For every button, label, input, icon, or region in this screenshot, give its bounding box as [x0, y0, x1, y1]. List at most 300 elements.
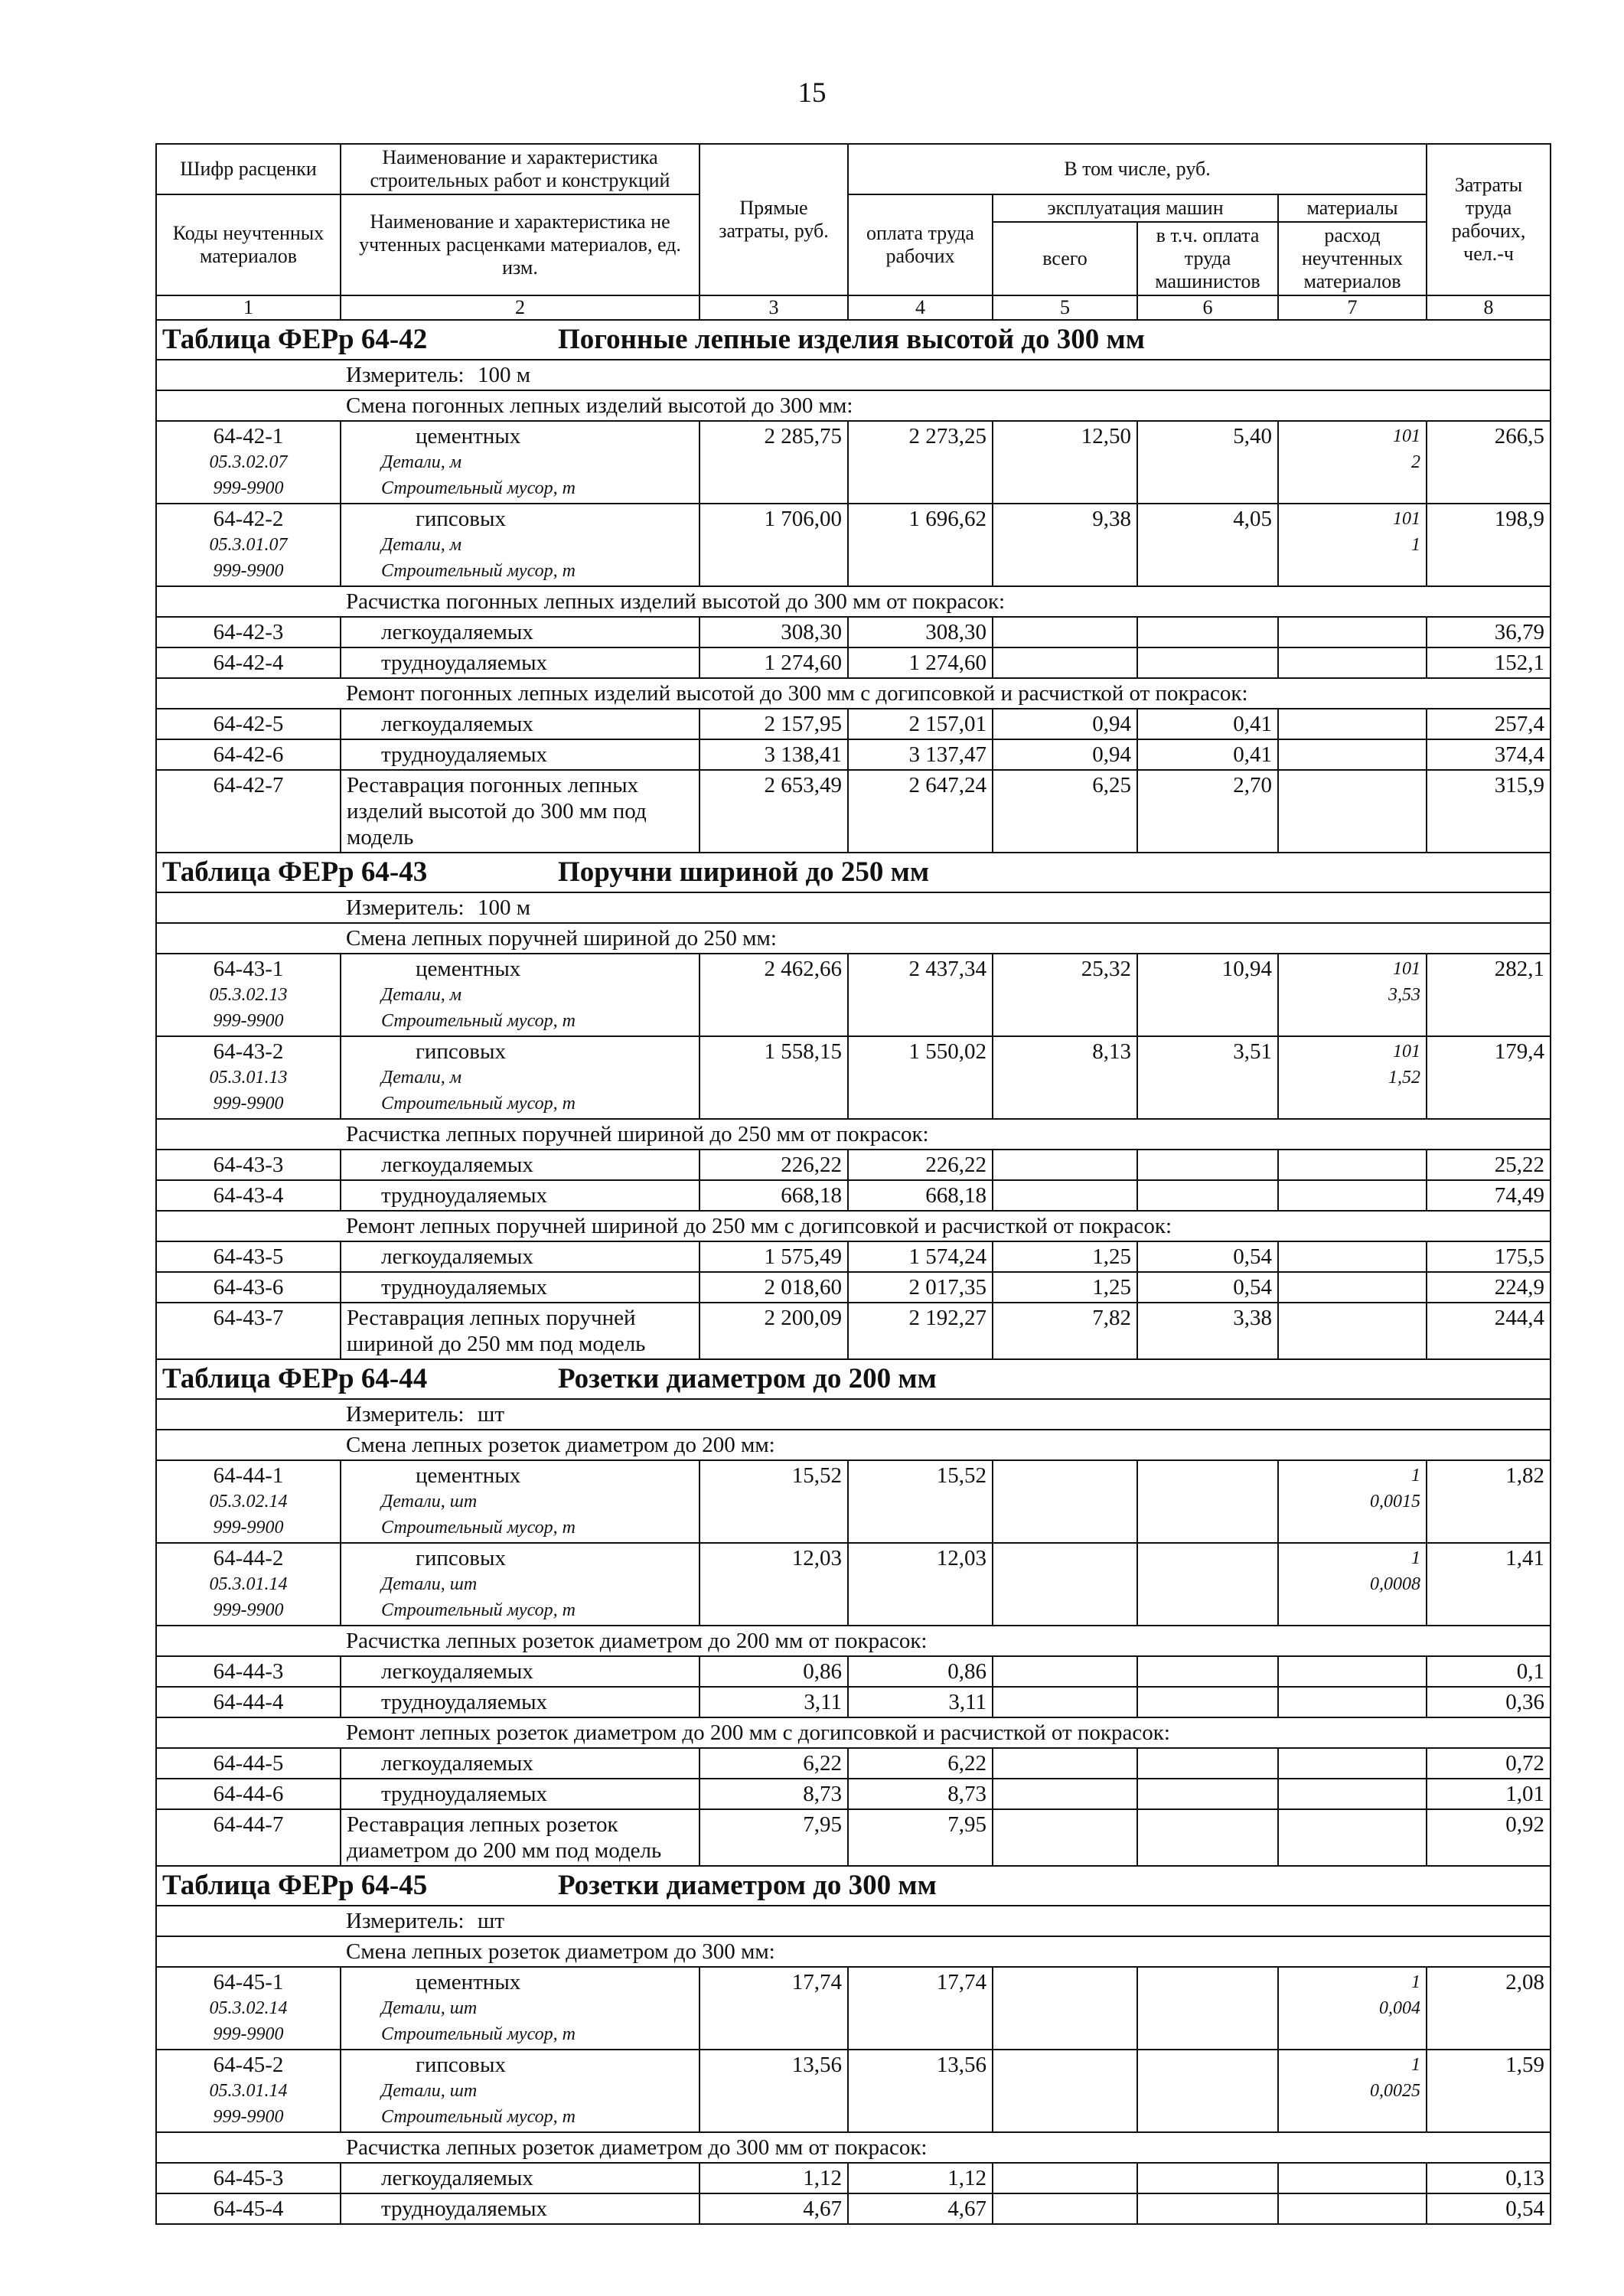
table-row [156, 1241, 1551, 1272]
material-qty: 1,52 [1388, 1068, 1421, 1088]
group-title: Расчистка лепных розеток диаметром до 300 мм от покрасок: [341, 2132, 1551, 2163]
row-materials-cell [1278, 770, 1427, 853]
direct-costs: 12,03 [699, 1543, 848, 1626]
labor-pay: 15,52 [848, 1460, 993, 1543]
row-code: 64-42-5 [213, 712, 284, 736]
group-title: Расчистка лепных поручней шириной до 250 мм от покрасок: [341, 1119, 1551, 1150]
machinists-pay [1137, 2163, 1278, 2193]
row-materials-cell [1278, 647, 1427, 678]
row-materials-cell [1278, 739, 1427, 770]
row-materials-cell [1278, 1748, 1427, 1779]
row-name: легкоудаляемых [381, 712, 533, 736]
row-code: 64-44-4 [213, 1690, 284, 1714]
group-header-row [156, 1211, 1551, 1241]
table-title-row [156, 320, 1551, 360]
table-row [156, 1748, 1551, 1779]
row-code-cell [156, 1748, 341, 1779]
row-code-cell [156, 1303, 341, 1359]
row-name: гипсовых [416, 507, 506, 531]
direct-costs: 668,18 [699, 1180, 848, 1211]
row-name: трудноудаляемых [381, 1275, 548, 1300]
row-materials-cell [1278, 1460, 1427, 1543]
row-code-cell [156, 1241, 341, 1272]
direct-costs: 2 018,60 [699, 1272, 848, 1303]
labor-pay: 3,11 [848, 1687, 993, 1717]
machinists-pay [1137, 1460, 1278, 1543]
measure-value: 100 м [478, 895, 531, 920]
material-name: Детали, м [381, 985, 462, 1005]
row-materials-cell [1278, 1303, 1427, 1359]
machines-total [993, 1967, 1137, 2050]
row-materials-cell [1278, 1036, 1427, 1119]
group-header-row [156, 923, 1551, 954]
row-code-cell [156, 1150, 341, 1180]
table-code: Таблица ФЕРр 64-43 [162, 856, 428, 888]
group-spacer [156, 1626, 341, 1656]
measure-cell [341, 892, 1551, 923]
material-code: 999-9900 [213, 2024, 284, 2044]
row-name-cell [341, 1967, 699, 2050]
header-machines-total: всего [993, 222, 1137, 295]
labor-hours: 224,9 [1427, 1272, 1551, 1303]
machinists-pay: 0,41 [1137, 739, 1278, 770]
material-name: Строительный мусор, т [381, 1600, 576, 1620]
row-materials-cell [1278, 1272, 1427, 1303]
material-code: 05.3.02.07 [209, 452, 288, 472]
table-row [156, 647, 1551, 678]
machinists-pay: 0,54 [1137, 1272, 1278, 1303]
row-code: 64-44-6 [213, 1782, 284, 1806]
table-row [156, 739, 1551, 770]
labor-hours: 198,9 [1427, 504, 1551, 586]
row-name: легкоудаляемых [381, 1153, 533, 1177]
table-row [156, 954, 1551, 1036]
material-name: Детали, шт [381, 1492, 478, 1512]
group-spacer [156, 586, 341, 617]
group-header-row [156, 1626, 1551, 1656]
machines-total: 9,38 [993, 504, 1137, 586]
row-name-cell [341, 1150, 699, 1180]
machines-total [993, 1460, 1137, 1543]
header-naim-works: Наименование и характеристика строительных работ и конструкций [341, 144, 699, 194]
table-title-row [156, 853, 1551, 892]
table-header [156, 144, 1551, 320]
machines-total [993, 1748, 1137, 1779]
labor-pay: 2 192,27 [848, 1303, 993, 1359]
labor-hours: 315,9 [1427, 770, 1551, 853]
machines-total [993, 617, 1137, 647]
measure-value: шт [478, 1402, 505, 1427]
group-spacer [156, 1119, 341, 1150]
material-code: 05.3.01.07 [209, 535, 288, 555]
table-row [156, 1150, 1551, 1180]
row-name-cell [341, 617, 699, 647]
machines-total [993, 1150, 1137, 1180]
row-code: 64-42-6 [213, 742, 284, 767]
group-spacer [156, 1211, 341, 1241]
table-code: Таблица ФЕРр 64-42 [162, 324, 428, 355]
group-title: Ремонт лепных поручней шириной до 250 мм с догипсовкой и расчисткой от покрасок: [341, 1211, 1551, 1241]
row-code-cell [156, 2193, 341, 2224]
material-code: 05.3.01.14 [209, 2081, 288, 2101]
header-labor-pay: оплата труда рабочих [848, 194, 993, 295]
labor-hours: 266,5 [1427, 421, 1551, 504]
labor-hours: 244,4 [1427, 1303, 1551, 1359]
material-qty: 1 [1411, 1548, 1421, 1568]
row-code: 64-43-6 [213, 1275, 284, 1300]
row-name-cell [341, 2050, 699, 2132]
machines-total [993, 1779, 1137, 1809]
machinists-pay: 0,41 [1137, 709, 1278, 739]
group-title: Смена лепных поручней шириной до 250 мм: [341, 923, 1551, 954]
row-code-cell [156, 1967, 341, 2050]
machinists-pay: 0,54 [1137, 1241, 1278, 1272]
measure-row [156, 1906, 1551, 1936]
row-name: цементных [416, 957, 521, 981]
table-title-text: Розетки диаметром до 300 мм [558, 1870, 937, 1901]
row-code-cell [156, 1543, 341, 1626]
labor-hours: 1,82 [1427, 1460, 1551, 1543]
row-name-cell [341, 421, 699, 504]
row-name-cell [341, 770, 699, 853]
labor-hours: 374,4 [1427, 739, 1551, 770]
group-header-row [156, 1430, 1551, 1460]
measure-label: Измеритель: [346, 1909, 465, 1933]
row-materials-cell [1278, 2050, 1427, 2132]
machinists-pay: 2,70 [1137, 770, 1278, 853]
labor-hours: 1,41 [1427, 1543, 1551, 1626]
direct-costs: 1 575,49 [699, 1241, 848, 1272]
labor-pay: 226,22 [848, 1150, 993, 1180]
direct-costs: 13,56 [699, 2050, 848, 2132]
machinists-pay [1137, 1809, 1278, 1866]
row-name: трудноудаляемых [381, 2197, 548, 2221]
labor-pay: 2 273,25 [848, 421, 993, 504]
labor-hours: 2,08 [1427, 1967, 1551, 2050]
labor-hours: 1,59 [1427, 2050, 1551, 2132]
table-row [156, 1460, 1551, 1543]
group-spacer [156, 2132, 341, 2163]
group-header-row [156, 586, 1551, 617]
material-qty: 1 [1411, 1466, 1421, 1486]
row-code: 64-43-5 [213, 1244, 284, 1269]
group-title: Расчистка лепных розеток диаметром до 200 мм от покрасок: [341, 1626, 1551, 1656]
machinists-pay: 5,40 [1137, 421, 1278, 504]
row-name-cell [341, 1779, 699, 1809]
machines-total [993, 2163, 1137, 2193]
machines-total: 1,25 [993, 1272, 1137, 1303]
row-name: легкоудаляемых [381, 620, 533, 644]
row-name: цементных [416, 1970, 521, 1994]
direct-costs: 1,12 [699, 2163, 848, 2193]
machinists-pay [1137, 1779, 1278, 1809]
material-name: Детали, м [381, 535, 462, 555]
machinists-pay [1137, 1967, 1278, 2050]
labor-hours: 175,5 [1427, 1241, 1551, 1272]
labor-hours: 1,01 [1427, 1779, 1551, 1809]
header-machines: эксплуатация машин [993, 194, 1278, 222]
machines-total: 6,25 [993, 770, 1137, 853]
labor-hours: 0,13 [1427, 2163, 1551, 2193]
material-name: Строительный мусор, т [381, 478, 576, 498]
measure-label: Измеритель: [346, 895, 465, 920]
machinists-pay [1137, 1656, 1278, 1687]
table-title-text: Погонные лепные изделия высотой до 300 мм [558, 324, 1145, 355]
direct-costs: 3 138,41 [699, 739, 848, 770]
machines-total [993, 1180, 1137, 1211]
group-spacer [156, 390, 341, 421]
row-name-cell [341, 2193, 699, 2224]
table-title [156, 320, 1551, 360]
header-machinists-pay: в т.ч. оплата труда машинистов [1137, 222, 1278, 295]
labor-hours: 257,4 [1427, 709, 1551, 739]
machines-total: 8,13 [993, 1036, 1137, 1119]
machines-total [993, 1809, 1137, 1866]
direct-costs: 15,52 [699, 1460, 848, 1543]
row-name: легкоудаляемых [381, 2166, 533, 2190]
material-code: 999-9900 [213, 478, 284, 498]
row-materials-cell [1278, 709, 1427, 739]
machines-total [993, 1687, 1137, 1717]
header-direct-costs: Прямые затраты, руб. [699, 144, 848, 295]
machines-total [993, 2193, 1137, 2224]
row-code: 64-42-2 [213, 507, 284, 531]
row-code-cell [156, 1180, 341, 1211]
header-shifr: Шифр расценки [156, 144, 341, 194]
row-code: 64-44-2 [213, 1546, 284, 1570]
machinists-pay: 3,51 [1137, 1036, 1278, 1119]
material-code: 999-9900 [213, 561, 284, 581]
material-code: 05.3.01.14 [209, 1574, 288, 1594]
row-materials-cell [1278, 1656, 1427, 1687]
table-title-row [156, 1359, 1551, 1399]
group-spacer [156, 1430, 341, 1460]
row-materials-cell [1278, 954, 1427, 1036]
row-name-cell [341, 1241, 699, 1272]
material-code: 999-9900 [213, 1518, 284, 1538]
labor-hours: 179,4 [1427, 1036, 1551, 1119]
measure-cell [341, 1906, 1551, 1936]
row-code-cell [156, 1036, 341, 1119]
row-name-cell [341, 1272, 699, 1303]
machinists-pay [1137, 1687, 1278, 1717]
direct-costs: 1 274,60 [699, 647, 848, 678]
row-name-cell [341, 1748, 699, 1779]
row-code: 64-42-7 [213, 773, 284, 797]
row-name: гипсовых [416, 1039, 506, 1064]
row-name: трудноудаляемых [381, 651, 548, 675]
material-name: Детали, шт [381, 1574, 478, 1594]
labor-pay: 0,86 [848, 1656, 993, 1687]
material-code: 999-9900 [213, 2107, 284, 2127]
row-name-cell [341, 2163, 699, 2193]
row-code-cell [156, 504, 341, 586]
row-materials-cell [1278, 504, 1427, 586]
row-materials-cell [1278, 1967, 1427, 2050]
group-spacer [156, 923, 341, 954]
machinists-pay: 10,94 [1137, 954, 1278, 1036]
labor-pay: 6,22 [848, 1748, 993, 1779]
row-code: 64-43-3 [213, 1153, 284, 1177]
material-qty: 101 [1393, 509, 1421, 529]
labor-hours: 74,49 [1427, 1180, 1551, 1211]
machinists-pay [1137, 1150, 1278, 1180]
material-name: Детали, м [381, 1068, 462, 1088]
row-name-cell [341, 709, 699, 739]
labor-hours: 0,72 [1427, 1748, 1551, 1779]
row-code: 64-43-4 [213, 1183, 284, 1208]
machines-total: 1,25 [993, 1241, 1137, 1272]
table-body [156, 320, 1551, 2224]
group-title: Смена лепных розеток диаметром до 300 мм: [341, 1936, 1551, 1967]
row-code-cell [156, 709, 341, 739]
table-row [156, 1779, 1551, 1809]
row-code-cell [156, 617, 341, 647]
direct-costs: 2 462,66 [699, 954, 848, 1036]
labor-pay: 1 574,24 [848, 1241, 993, 1272]
measure-value: 100 м [478, 363, 531, 387]
table-title-text: Поручни шириной до 250 мм [558, 856, 930, 888]
direct-costs: 2 653,49 [699, 770, 848, 853]
machines-total [993, 2050, 1137, 2132]
group-spacer [156, 678, 341, 709]
table-row [156, 421, 1551, 504]
direct-costs: 2 200,09 [699, 1303, 848, 1359]
table-title [156, 1359, 1551, 1399]
row-code: 64-45-1 [213, 1970, 284, 1994]
machinists-pay [1137, 1543, 1278, 1626]
direct-costs: 3,11 [699, 1687, 848, 1717]
group-spacer [156, 1936, 341, 1967]
material-name: Строительный мусор, т [381, 1518, 576, 1538]
labor-pay: 2 437,34 [848, 954, 993, 1036]
row-code: 64-44-1 [213, 1463, 284, 1488]
measure-spacer [156, 360, 341, 390]
group-header-row [156, 1119, 1551, 1150]
row-name: Реставрация погонных лепных изделий высотой до 300 мм под модель [347, 773, 647, 850]
column-number: 8 [1427, 295, 1551, 320]
machines-total: 25,32 [993, 954, 1137, 1036]
row-code-cell [156, 1272, 341, 1303]
table-row [156, 1303, 1551, 1359]
labor-pay: 13,56 [848, 2050, 993, 2132]
machines-total: 7,82 [993, 1303, 1137, 1359]
direct-costs: 2 285,75 [699, 421, 848, 504]
machinists-pay [1137, 647, 1278, 678]
row-code-cell [156, 1656, 341, 1687]
table-row [156, 1687, 1551, 1717]
machinists-pay: 4,05 [1137, 504, 1278, 586]
machinists-pay [1137, 617, 1278, 647]
row-name: цементных [416, 424, 521, 448]
row-name-cell [341, 954, 699, 1036]
column-number: 5 [993, 295, 1137, 320]
row-name-cell [341, 1809, 699, 1866]
column-number: 2 [341, 295, 699, 320]
labor-pay: 8,73 [848, 1779, 993, 1809]
machines-total [993, 1656, 1137, 1687]
header-v-tom-chisle: В том числе, руб. [848, 144, 1427, 194]
group-header-row [156, 678, 1551, 709]
direct-costs: 6,22 [699, 1748, 848, 1779]
material-name: Детали, м [381, 452, 462, 472]
table-code: Таблица ФЕРр 64-44 [162, 1363, 428, 1394]
group-spacer [156, 1717, 341, 1748]
measure-value: шт [478, 1909, 505, 1933]
table-code: Таблица ФЕРр 64-45 [162, 1870, 428, 1901]
material-name: Строительный мусор, т [381, 2024, 576, 2044]
material-name: Строительный мусор, т [381, 1094, 576, 1114]
machinists-pay: 3,38 [1137, 1303, 1278, 1359]
row-name-cell [341, 1656, 699, 1687]
group-header-row [156, 1717, 1551, 1748]
row-code-cell [156, 1779, 341, 1809]
labor-pay: 17,74 [848, 1967, 993, 2050]
material-code: 05.3.01.13 [209, 1068, 288, 1088]
material-qty: 0,0025 [1370, 2081, 1421, 2101]
row-name-cell [341, 739, 699, 770]
row-code: 64-44-7 [213, 1812, 284, 1837]
row-code: 64-44-5 [213, 1751, 284, 1776]
header-materials-use: расход неучтенных материалов [1278, 222, 1427, 295]
material-qty: 101 [1393, 1042, 1421, 1062]
material-qty: 2 [1411, 452, 1421, 472]
direct-costs: 226,22 [699, 1150, 848, 1180]
material-qty: 101 [1393, 426, 1421, 446]
table-row [156, 1543, 1551, 1626]
table-row [156, 1809, 1551, 1866]
direct-costs: 17,74 [699, 1967, 848, 2050]
row-code-cell [156, 1687, 341, 1717]
row-materials-cell [1278, 2193, 1427, 2224]
labor-pay: 7,95 [848, 1809, 993, 1866]
labor-pay: 3 137,47 [848, 739, 993, 770]
row-code: 64-42-3 [213, 620, 284, 644]
row-code: 64-43-2 [213, 1039, 284, 1064]
group-header-row [156, 1936, 1551, 1967]
labor-hours: 0,36 [1427, 1687, 1551, 1717]
machines-total [993, 1543, 1137, 1626]
row-code-cell [156, 770, 341, 853]
direct-costs: 1 706,00 [699, 504, 848, 586]
row-name: легкоудаляемых [381, 1659, 533, 1684]
table-row [156, 1272, 1551, 1303]
row-code: 64-43-1 [213, 957, 284, 981]
column-number: 6 [1137, 295, 1278, 320]
labor-pay: 1 274,60 [848, 647, 993, 678]
row-code: 64-42-4 [213, 651, 284, 675]
row-materials-cell [1278, 1809, 1427, 1866]
measure-label: Измеритель: [346, 1402, 465, 1427]
table-title [156, 853, 1551, 892]
row-name-cell [341, 1303, 699, 1359]
labor-hours: 0,92 [1427, 1809, 1551, 1866]
direct-costs: 4,67 [699, 2193, 848, 2224]
material-qty: 0,0015 [1370, 1492, 1421, 1512]
labor-hours: 152,1 [1427, 647, 1551, 678]
row-name: Реставрация лепных поручней шириной до 250 мм под модель [347, 1306, 646, 1356]
row-materials-cell [1278, 1180, 1427, 1211]
machines-total [993, 647, 1137, 678]
table-row [156, 770, 1551, 853]
material-qty: 1 [1411, 2055, 1421, 2075]
table-row [156, 1656, 1551, 1687]
table-row [156, 2163, 1551, 2193]
row-code-cell [156, 954, 341, 1036]
direct-costs: 7,95 [699, 1809, 848, 1866]
group-title: Смена лепных розеток диаметром до 200 мм: [341, 1430, 1551, 1460]
material-qty: 1 [1411, 535, 1421, 555]
